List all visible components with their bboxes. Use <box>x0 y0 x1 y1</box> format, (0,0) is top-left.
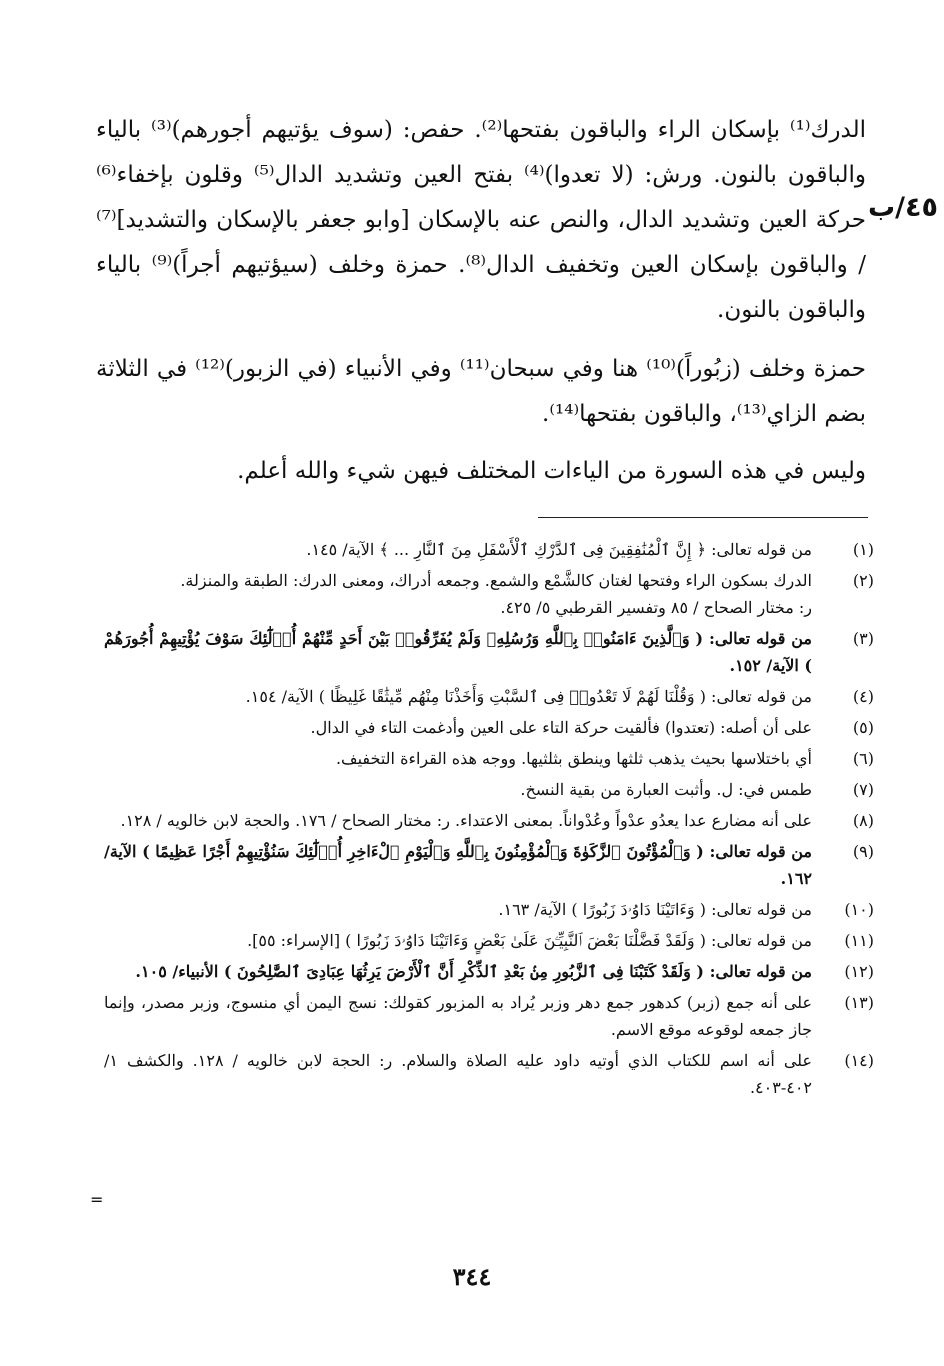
footnote-text: على أنه مضارع عدا يعدُو عدْواً وعُدْواناً. بمعنى الاعتداء. ر: مختار الصحاح / ١٧٦. والحجة لابن خالويه / ١٢٨. <box>120 811 812 830</box>
footnote <box>104 683 874 710</box>
footnote-text: من قوله تعالى: ( وَٱلْمُؤْتُونَ ٱلزَّكَوٰةَ وَٱلْمُؤْمِنُونَ بِٱللَّهِ وَٱلْيَوْمِ ٱلْءَاخِرِ أُو۟لَٰٓئِكَ سَنُؤْتِيهِمْ أَجْرًا عَظِيمًا ) الآية/ ١٦٢. <box>104 842 812 888</box>
footnote <box>104 927 874 954</box>
paragraph-readings: الدرك⁽¹⁾ بإسكان الراء والباقون بفتحها⁽²⁾. حفص: (سوف يؤتيهم أجورهم)⁽³⁾ بالياء والباقون بالنون. ورش: (لا تعدوا)⁽⁴⁾ بفتح العين وتشديد الدال⁽⁵⁾ وقلون بإخفاء⁽⁶⁾ حركة العين وتشديد الدال، والنص عنه بالإسكان [وابو جعفر بالإسكان والتشديد]⁽⁷⁾ / والباقون بإسكان العين وتخفيف الدال⁽⁸⁾. حمزة وخلف (سيؤتيهم أجراً)⁽⁹⁾ بالياء والباقون بالنون. <box>96 117 866 323</box>
footnote-reference: ر: مختار الصحاح / ٨٥ وتفسير القرطبي ٥/ ٤٢٥. <box>500 598 812 617</box>
footnote-number: (١٣) <box>844 993 874 1012</box>
footnote-number: (٢) <box>852 571 874 590</box>
footnote-text: من قوله تعالى: ( وَقُلْنَا لَهُمْ لَا تَعْدُوا۟ فِى ٱلسَّبْتِ وَأَخَذْنَا مِنْهُم مِّيثَٰقًا غَلِيظًا ) الآية/ ١٥٤. <box>245 687 812 706</box>
footnote-text: من قوله تعالى: ﴿ إِنَّ ٱلْمُنَٰفِقِينَ فِى ٱلدَّرْكِ ٱلْأَسْفَلِ مِنَ ٱلنَّارِ ... ﴾ الآية/ ١٤٥. <box>306 540 812 559</box>
paragraph-closing: وليس في هذه السورة من الياءات المختلف فيهن شيء والله أعلم. <box>237 458 866 484</box>
footnotes <box>104 536 874 1105</box>
footnote-number: (٤) <box>852 687 874 706</box>
footnote-text: من قوله تعالى: ( وَءَاتَيْنَا دَاوُۥدَ زَبُورًا ) الآية/ ١٦٣. <box>498 900 812 919</box>
footnote-number: (٧) <box>852 780 874 799</box>
footnote-number: (١٢) <box>844 962 874 981</box>
footnote-text: على أنه اسم للكتاب الذي أوتيه داود عليه الصلاة والسلام. ر: الحجة لابن خالويه / ١٢٨. والكشف ١/ ٤٠٢-٤٠٣. <box>104 1051 813 1097</box>
footnote <box>104 989 874 1043</box>
footnote-text: من قوله تعالى: ( وَلَقَدْ فَضَّلْنَا بَعْضَ ٱلنَّبِيِّـۧنَ عَلَىٰ بَعْضٍ وَءَاتَيْنَا دَاوُۥدَ زَبُورًا ) [الإسراء: ٥٥]. <box>247 931 812 950</box>
footnote <box>104 776 874 803</box>
footnote-text: من قوله تعالى: ( وَٱلَّذِينَ ءَامَنُوا۟ بِٱللَّهِ وَرُسُلِهِۦ وَلَمْ يُفَرِّقُوا۟ بَيْنَ أَحَدٍ مِّنْهُمْ أُو۟لَٰٓئِكَ سَوْفَ يُؤْتِيهِمْ أُجُورَهُمْ ) الآية/ ١٥٢. <box>104 629 812 675</box>
footnote-number: (٨) <box>852 811 874 830</box>
footnote-number: (٦) <box>852 749 874 768</box>
page-number: ٣٤٤ <box>452 1262 492 1291</box>
paragraph-zabur: حمزة وخلف (زبُوراً)⁽¹⁰⁾ هنا وفي سبحان⁽¹¹⁾ وفي الأنبياء (في الزبور)⁽¹²⁾ في الثلاثة بضم الزاي⁽¹³⁾، والباقون بفتحها⁽¹⁴⁾. <box>96 356 866 427</box>
continuation-mark: = <box>90 1190 104 1209</box>
footnote-number: (٥) <box>852 718 874 737</box>
footnote <box>104 625 874 679</box>
footnote-text: على أنه جمع (زبر) كدهور جمع دهر وزبر يُراد به المزبور كقولك: نسج اليمن أي منسوج، وزبر مصدر، وإنما جاز جمعه لوقوعه موقع الاسم. <box>104 993 812 1039</box>
footnote <box>104 567 874 621</box>
footnote <box>104 1047 874 1101</box>
footnote-number: (١) <box>852 540 874 559</box>
footnote-text: الدرك بسكون الراء وفتحها لغتان كالشَّمْع والشمع. وجمعه أدراك، ومعنى الدرك: الطبقة والمنزلة. <box>180 571 812 590</box>
footnote-text: على أن أصله: (تعتدوا) فألقيت حركة التاء على العين وأدغمت التاء في الدال. <box>310 718 812 737</box>
footnote <box>104 838 874 892</box>
footnote-separator <box>538 517 868 518</box>
footnote <box>104 745 874 772</box>
footnote-number: (٩) <box>852 842 874 861</box>
manuscript-folio-ref: ٤٥/ب <box>868 192 938 223</box>
footnote <box>104 958 874 985</box>
footnote-number: (١٤) <box>844 1051 874 1070</box>
footnote <box>104 807 874 834</box>
footnote <box>104 896 874 923</box>
footnote-text: من قوله تعالى: ( وَلَقَدْ كَتَبْنَا فِى ٱلزَّبُورِ مِنۢ بَعْدِ ٱلذِّكْرِ أَنَّ ٱلْأَرْضَ يَرِثُهَا عِبَادِىَ ٱلصَّٰلِحُونَ ) الأنبياء/ ١٠٥. <box>135 962 812 981</box>
footnote <box>104 536 874 563</box>
footnote-text: طمس في: ل. وأثبت العبارة من بقية النسخ. <box>520 780 812 799</box>
footnote <box>104 714 874 741</box>
footnote-number: (١٠) <box>844 900 874 919</box>
footnote-text: أي باختلاسها بحيث يذهب ثلثها وينطق بثلثيها. ووجه هذه القراءة التخفيف. <box>335 749 812 768</box>
main-text <box>96 108 866 494</box>
footnote-number: (١١) <box>844 931 874 950</box>
footnote-number: (٣) <box>852 629 874 648</box>
footnote-body <box>104 567 812 621</box>
